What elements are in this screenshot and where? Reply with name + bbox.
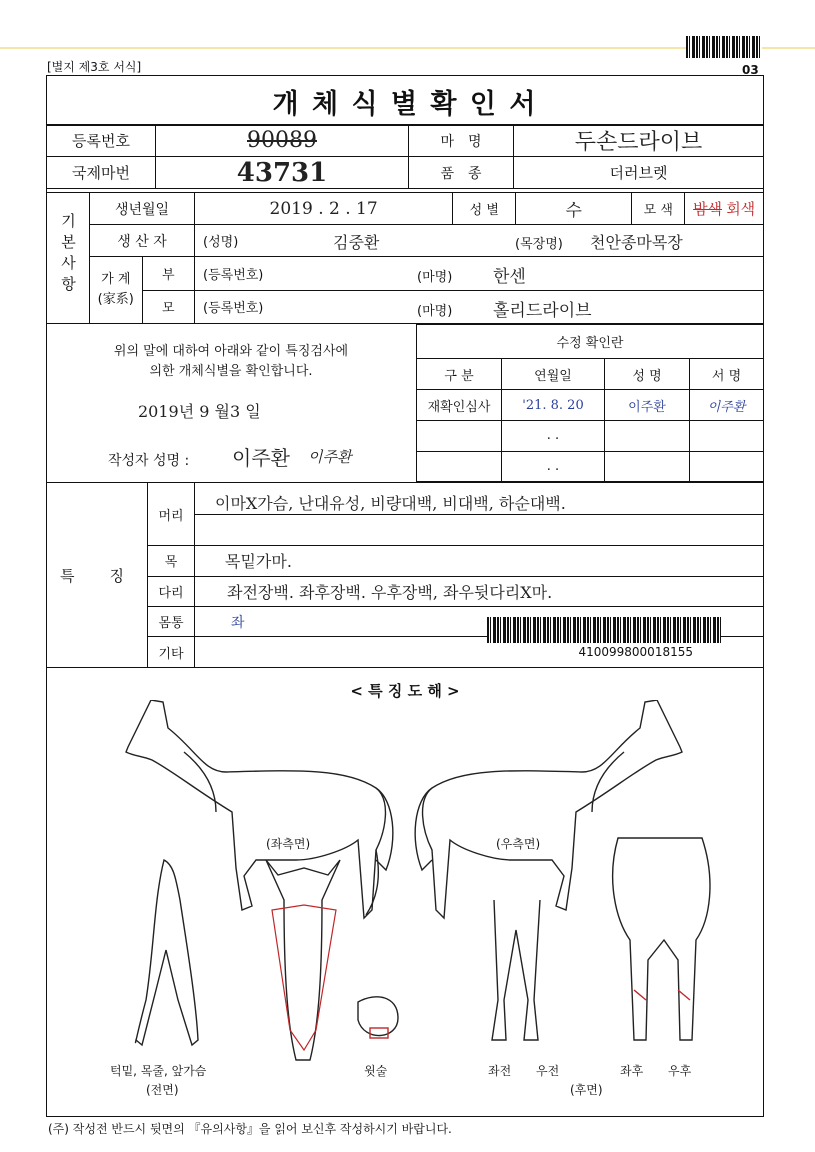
producer-name: 김중환 — [333, 233, 380, 253]
sex-value: 수 — [565, 201, 582, 222]
breed-label: 품 종 — [409, 157, 514, 189]
color-struck: 밤색 — [693, 200, 723, 219]
confirm-date: 2019년 9 월3 일 — [138, 402, 261, 421]
horse-left-profile — [126, 700, 393, 918]
lineage-label: 가 계 (家系) — [90, 257, 143, 324]
color-value: 회색 — [726, 200, 756, 219]
writer-label: 작성자 성명 : — [108, 453, 190, 469]
horse-rear — [613, 838, 710, 1040]
hind-right-label: 우후 — [668, 1064, 692, 1078]
revision-header-name: 성 명 — [605, 359, 690, 389]
revision-row-sign — [690, 451, 764, 481]
legs-label: 다리 — [148, 576, 195, 606]
revision-row-type — [417, 421, 502, 451]
front-neck-label: 턱밑, 목줄, 앞가슴 — [110, 1064, 207, 1078]
confirm-panel — [46, 324, 417, 483]
birth-date: 2019 . 2 . 17 — [269, 198, 378, 219]
revision-row-date: '21. 8. 20 — [522, 397, 584, 413]
page-number: 03 — [742, 63, 759, 77]
revision-header-date: 연월일 — [502, 359, 605, 389]
revision-row-sign — [690, 421, 764, 451]
footer-note: (주) 작성전 반드시 뒷면의 『유의사항』을 읽어 보신후 작성하시기 바랍니다. — [48, 1122, 452, 1136]
revision-row-type: 재확인심사 — [417, 389, 502, 420]
sire-name-label: (마명) — [417, 270, 453, 286]
head-label: 머리 — [148, 483, 195, 546]
sire-label: 부 — [142, 257, 195, 290]
body-label: 몸통 — [148, 606, 195, 636]
top-barcode — [686, 36, 762, 58]
revision-title: 수정 확인란 — [417, 325, 764, 359]
form-title: 개 체 식 별 확 인 서 — [272, 89, 538, 120]
front-right-label: 우전 — [536, 1064, 560, 1078]
birth-label: 생년월일 — [90, 193, 195, 225]
revision-row-name — [605, 421, 690, 451]
registration-table — [46, 124, 764, 189]
farm-name: 천안종마목장 — [590, 233, 683, 253]
revision-row-name — [605, 451, 690, 481]
horse-diagram — [46, 700, 762, 1100]
reg-no-label: 등록번호 — [47, 125, 156, 157]
basic-section-label: 기본사항 — [47, 193, 90, 324]
writer-signature: 이주환 — [308, 448, 352, 466]
horse-name-label: 마 명 — [409, 125, 514, 157]
horse-neck-front — [135, 860, 198, 1045]
other-label: 기타 — [148, 637, 195, 668]
legs-note: 좌 — [231, 614, 245, 631]
intl-no: 43731 — [236, 157, 328, 188]
confirm-statement-1: 위의 말에 대하여 아래와 같이 특징검사에 — [113, 344, 349, 359]
producer-name-label: (성명) — [203, 235, 239, 251]
feature-barcode — [487, 617, 721, 643]
color-label: 모 색 — [632, 193, 685, 225]
rear-view-label: (후면) — [570, 1083, 603, 1097]
intl-no-label: 국제마번 — [47, 157, 156, 189]
neck-label: 목 — [148, 546, 195, 576]
sire-name: 한센 — [493, 267, 526, 288]
revision-row-type — [417, 451, 502, 481]
revision-header-type: 구 분 — [417, 359, 502, 389]
horse-name: 두손드라이브 — [574, 130, 703, 155]
right-side-label: (우측면) — [496, 837, 541, 851]
revision-row-date: . . — [502, 451, 605, 481]
revision-header-sign: 서 명 — [690, 359, 764, 389]
features-label: 특 징 — [47, 483, 148, 668]
revision-row-name: 이주환 — [628, 399, 666, 415]
dam-label: 모 — [142, 290, 195, 323]
legs-features: 좌전장백. 좌후장백. 우후장백, 좌우뒷다리X마. — [227, 582, 553, 602]
left-side-label: (좌측면) — [266, 837, 311, 851]
farm-label: (목장명) — [515, 237, 563, 253]
dam-name: 홀리드라이브 — [493, 300, 592, 321]
neck-features: 목밑가마. — [225, 552, 292, 572]
front-view-label: (전면) — [146, 1083, 179, 1097]
basic-info-table — [46, 192, 764, 324]
sire-reg-label: (등록번호) — [203, 268, 264, 284]
horse-muzzle — [358, 997, 398, 1038]
confirm-statement-2: 의한 개체식별을 확인합니다. — [149, 364, 313, 379]
form-number: [별지 제3호 서식] — [47, 60, 142, 74]
diagram-title: < 특 징 도 해 > — [350, 682, 460, 700]
horse-right-profile — [415, 700, 682, 918]
producer-label: 생 산 자 — [90, 225, 195, 257]
front-left-label: 좌전 — [488, 1064, 512, 1078]
dam-reg-label: (등록번호) — [203, 301, 264, 317]
sex-label: 성 별 — [453, 193, 516, 225]
horse-front-legs — [492, 900, 540, 1040]
muzzle-label: 윗술 — [364, 1064, 388, 1078]
head-features: 이마X가슴, 난대유성, 비량대백, 비대백, 하순대백. — [215, 494, 566, 513]
writer-name: 이주환 — [232, 446, 290, 470]
revision-row-sign: 이주환 — [707, 399, 746, 415]
revision-row-date: . . — [502, 421, 605, 451]
revision-table — [416, 324, 764, 482]
hind-left-label: 좌후 — [620, 1064, 644, 1078]
breed: 더러브렛 — [514, 157, 764, 189]
features-table — [46, 482, 764, 668]
dam-name-label: (마명) — [417, 303, 453, 319]
barcode-number: 410099800018155 — [578, 645, 693, 660]
horse-face-front — [266, 860, 340, 1060]
reg-no-struck: 90089 — [247, 128, 317, 153]
